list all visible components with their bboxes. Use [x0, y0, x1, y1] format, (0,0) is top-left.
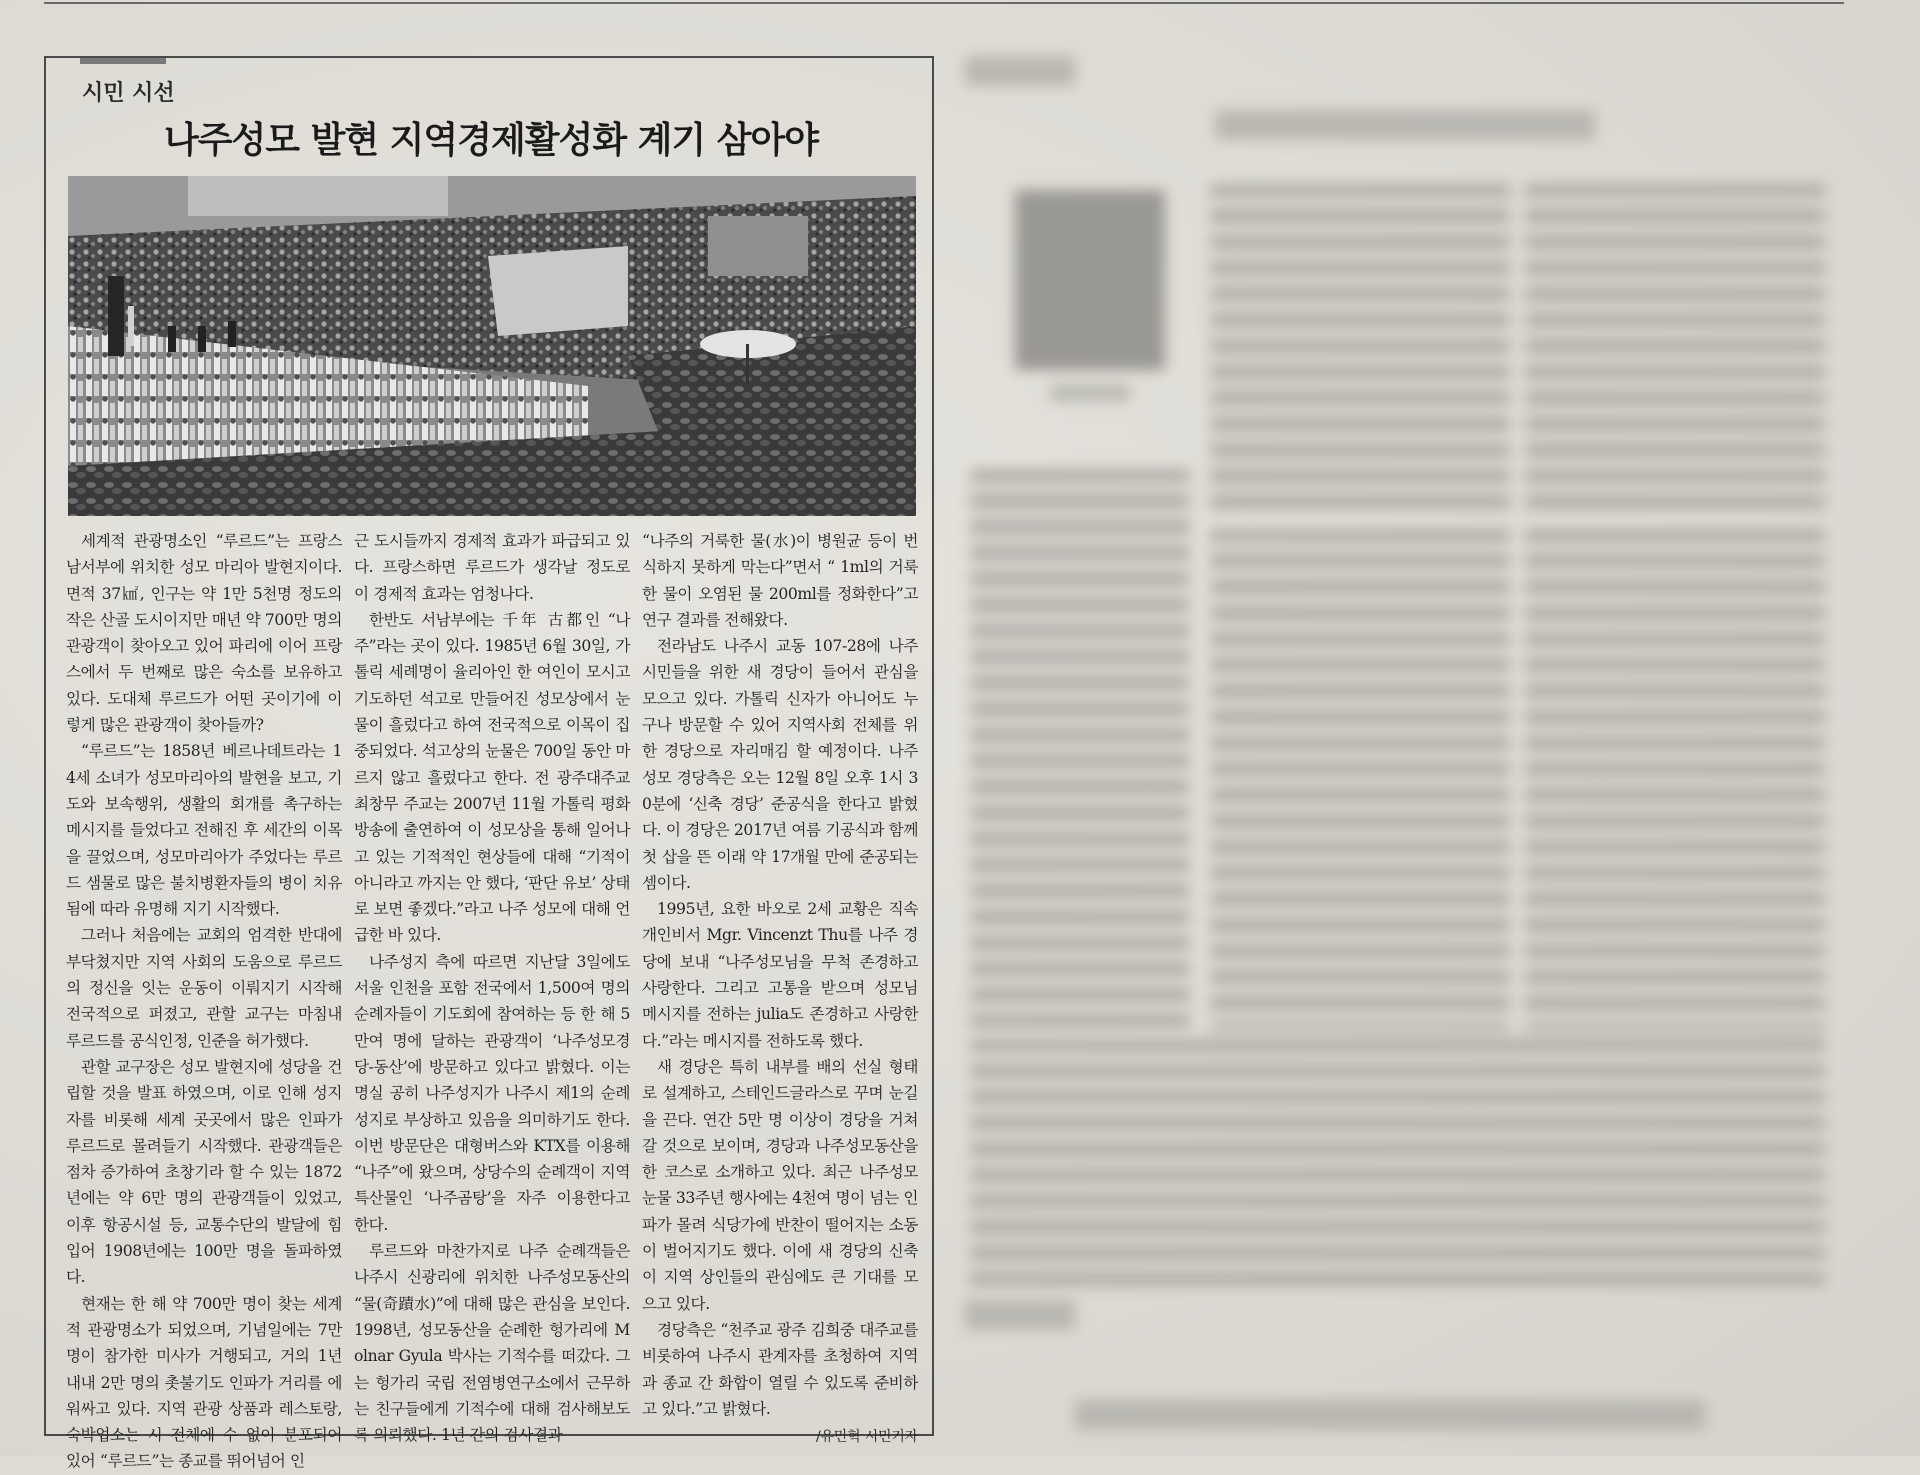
paragraph: 경당측은 “천주교 광주 김희중 대주교를 비롯하여 나주시 관계자를 초청하여 지역과 종교 간 화합이 열릴 수 있도록 준비하고 있다.”고 밝혔다. — [642, 1320, 918, 1418]
blurred-text — [1210, 530, 1510, 1030]
top-rule — [44, 2, 1844, 4]
blurred-text — [970, 1040, 1825, 1290]
text-column-2 — [354, 528, 630, 1445]
byline: /유민혁 시민기자 — [815, 1429, 918, 1446]
paragraph: 그러나 처음에는 교회의 엄격한 반대에 부닥쳤지만 지역 사회의 도움으로 루르드의 정신을 잇는 운동이 이뤄지기 시작해 전국적으로 퍼졌고, 관할 교구는 마침내 루르드를 공식인정, 인준을 허가했다. — [66, 926, 342, 1050]
blurred-caption — [1050, 385, 1130, 401]
article-box — [44, 56, 934, 1471]
text-column-1 — [66, 528, 342, 1471]
section-label: 시민 시선 — [82, 81, 175, 106]
paragraph: 1995년, 요한 바오로 2세 교황은 직속 개인비서 Mgr. Vincenzt Thu를 나주 경당에 보내 “나주성모님을 무척 존경하고 사랑한다. 그리고 고통을 받으며 성모님 메시지를 전하는 julia도 존경하고 사랑한다.”라는 메시지를 전하도록 했다. — [642, 900, 918, 1050]
headline: 나주성모 발현 지역경제활성화 계기 삼아야 — [163, 119, 819, 161]
paragraph: 루르드와 마찬가지로 나주 순례객들은 나주시 신광리에 위치한 나주성모동산의 “물(奇蹟水)”에 대해 많은 관심을 보인다. 1998년, 성모동산을 순례한 헝가리에 Molnar Gyula 박사는 기적수를 떠갔다. 그는 헝가리 국립 전염병연구소에서 근무하는 친구들에게 기적수에 대해 검사해보도록 의뢰했다. 1년 간의 검사결과 — [354, 1242, 630, 1445]
blurred-text — [1525, 530, 1825, 1030]
blurred-portrait — [1015, 190, 1165, 370]
blurred-adjacent-article — [955, 40, 1855, 1456]
blurred-text — [1210, 185, 1510, 515]
paragraph: 나주성지 측에 따르면 지난달 3일에도 서울 인천을 포함 전국에서 1,500여 명의 순례자들이 기도회에 참여하는 등 한 해 5만여 명에 달하는 관광객이 ‘나주성모경당-동산’에 방문하고 있다고 밝혔다. 이는 명실 공히 나주성지가 나주시 제1의 순례성지로 부상하고 있음을 의미하기도 한다. 이번 방문단은 대형버스와 KTX를 이용해 “나주”에 왔으며, 상당수의 순례객이 지역특산물인 ‘나주곰탕’을 자주 이용한다고 한다. — [354, 952, 630, 1234]
blurred-text — [1525, 185, 1825, 515]
section-tab — [80, 58, 166, 64]
blurred-headline — [1075, 1400, 1705, 1430]
crowd-photo-illustration — [68, 176, 916, 516]
paragraph: “루르드”는 1858년 베르나데트라는 14세 소녀가 성모마리아의 발현을 보고, 기도와 보속행위, 생활의 회개를 촉구하는 메시지를 들었다고 전해진 후 세간의 이목을 끌었으며, 성모마리아가 주었다는 루르드 샘물로 많은 불치병환자들의 병이 치유됨에 따라 유명해 지기 시작했다. — [66, 742, 342, 919]
paragraph: “나주의 거룩한 물(水)이 병원균 등이 번식하지 못하게 막는다”면서 “ 1ml의 거룩한 물이 오염된 물 200ml를 정화한다”고 연구 결과를 전해왔다. — [642, 532, 918, 629]
blurred-section-label — [965, 1300, 1075, 1330]
article-body — [66, 528, 918, 1471]
paragraph: 한반도 서남부에는 千年 古都인 “나주”라는 곳이 있다. 1985년 6월 30일, 가톨릭 세례명이 율리아인 한 여인이 모시고 기도하던 석고로 만들어진 성모상에서 눈물이 흘렀다고 하여 전국적으로 이목이 집중되었다. 석고상의 눈물은 700일 동안 마르지 않고 흘렀다고 한다. 전 광주대주교 최창무 주교는 2007년 11월 가톨릭 평화방송에 출연하여 이 성모상을 통해 일어나고 있는 기적적인 현상들에 대해 “기적이 아니라고 까지는 안 했다, ‘판단 유보’ 상태로 보면 좋겠다.”라고 나주 성모에 대해 언급한 바 있다. — [354, 610, 630, 945]
paragraph: 새 경당은 특히 내부를 배의 선실 형태로 설계하고, 스테인드글라스로 꾸며 눈길을 끈다. 연간 5만 명 이상이 경당을 거쳐 갈 것으로 보이며, 경당과 나주성모동산을 한 코스로 소개하고 있다. 최근 나주성모 눈물 33주년 행사에는 4천여 명이 넘는 인파가 몰려 식당가에 반찬이 떨어지는 소동이 벌어지기도 했다. 이에 새 경당의 신축이 지역 상인들의 관심에도 큰 기대를 모으고 있다. — [642, 1057, 918, 1313]
blurred-section-label — [965, 56, 1075, 86]
blurred-text — [970, 470, 1190, 1030]
article-photo — [68, 176, 916, 516]
paragraph: 전라남도 나주시 교동 107-28에 나주시민들을 위한 새 경당이 들어서 관심을 모으고 있다. 가톨릭 신자가 아니어도 누구나 방문할 수 있어 지역사회 전체를 위한 경당으로 자리매김 할 예정이다. 나주성모 경당측은 오는 12월 8일 오후 1시 30분에 ‘신축 경당’ 준공식을 한다고 밝혔다. 이 경당은 2017년 여름 기공식과 함께 첫 삽을 뜬 이래 약 17개월 만에 준공되는 셈이다. — [642, 637, 918, 892]
text-column-3 — [642, 528, 918, 1446]
paragraph: 근 도시들까지 경제적 효과가 파급되고 있다. 프랑스하면 루르드가 생각날 정도로 이 경제적 효과는 엄청나다. — [354, 532, 630, 603]
paragraph: 관할 교구장은 성모 발현지에 성당을 건립할 것을 발표 하였으며, 이로 인해 성지자를 비롯해 세계 곳곳에서 많은 인파가 루르드로 몰려들기 시작했다. 관광객들은 점차 증가하여 초창기라 할 수 있는 1872년에는 약 6만 명의 관광객들이 있었고, 이후 항공시설 등, 교통수단의 발달에 힘입어 1908년에는 100만 명을 돌파하였다. — [66, 1057, 342, 1287]
paragraph: 세계적 관광명소인 “루르드”는 프랑스 남서부에 위치한 성모 마리아 발현지이다. 면적 37㎢, 인구는 약 1만 5천명 정도의 작은 산골 도시이지만 매년 약 700만 명의 관광객이 찾아오고 있어 파리에 이어 프랑스에서 두 번째로 많은 숙소를 보유하고 있다. 도대체 루르드가 어떤 곳이기에 이렇게 많은 관광객이 찾아들까? — [66, 532, 342, 735]
blurred-headline — [1215, 110, 1595, 140]
paragraph: 현재는 한 해 약 700만 명이 찾는 세계적 관광명소가 되었으며, 기념일에는 7만 명이 참가한 미사가 거행되고, 거의 1년 내내 2만 명의 촛불기도 인파가 거리를 에워싸고 있다. 지역 관광 상품과 레스토랑, 숙박업소는 시 전체에 수 없이 분포되어 있어 “루르드”는 종교를 뛰어넘어 인 — [66, 1294, 342, 1471]
